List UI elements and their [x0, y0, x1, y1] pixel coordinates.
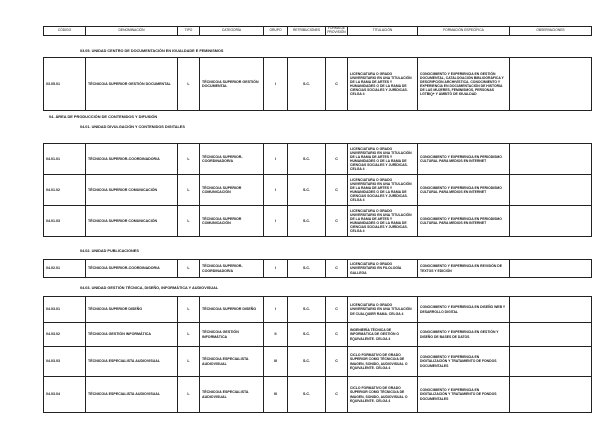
cell-codigo: 04.03.02: [44, 323, 86, 347]
table-04-02: [43, 259, 592, 278]
cell-formacion: CONOCIMIENTO Y EXPERIENCIA EN GESTIÓN Y DISEÑO DE BASES DE DATOS: [418, 323, 510, 347]
cell-categoria: TÉCNICO/A SUPERIOR-COORDINADOR/A: [200, 260, 264, 278]
cell-grupo: III: [264, 347, 288, 377]
cell-retribuciones: S.C.: [288, 58, 326, 111]
cell-denominacion: TÉCNICO/A GESTIÓN INFORMÁTICA: [86, 323, 178, 347]
cell-tipo: L: [178, 175, 200, 206]
cell-forma-provision: C: [326, 377, 348, 413]
cell-forma-provision: C: [326, 206, 348, 237]
cell-formacion: CONOCIMIENTO Y EXPERIENCIA EN DIGITALIZACIÓN Y TRATAMIENTO DE FONDOS DOCUMENTALES: [418, 347, 510, 377]
col-header-forma-provision: FORMA DE PROVISIÓN: [327, 26, 346, 34]
cell-categoria: TÉCNICO/A SUPERIOR GESTIÓN DOCUMENTAL: [200, 58, 264, 111]
cell-denominacion: TÉCNICO/A ESPECIALISTA AUDIOVISUAL: [86, 377, 178, 413]
cell-retribuciones: S.C.: [288, 323, 326, 347]
header-table: [43, 26, 592, 36]
col-header-categoria: CATEGORÍA: [200, 27, 264, 36]
section-title-04-03: 04.03. UNIDAD GESTIÓN TÉCNICA, DISEÑO, INFORMÁTICA Y AUDIOVISUAL: [80, 286, 219, 290]
col-header-codigo: CÓDIGO: [44, 27, 86, 36]
cell-codigo: 03.05.01: [44, 58, 86, 111]
cell-formacion: CONOCIMIENTO Y EXPERIENCIA EN DIGITALIZACIÓN Y TRATAMIENTO DE FONDOS DOCUMENTALES: [418, 377, 510, 413]
cell-retribuciones: S.C.: [288, 175, 326, 206]
cell-titulacion: LICENCIATURA O GRADO UNIVERSITARIO EN UNA TITULACIÓN DE CUALQUIER RAMA. CELGA 4: [348, 297, 418, 323]
cell-formacion: CONOCIMIENTO Y EXPERIENCIA EN PERIODISMO CULTURAL PARA MEDIOS EN INTERNET: [418, 144, 510, 175]
cell-titulacion: LICENCIATURA O GRADO UNIVERSITARIO EN FILOLOGÍA GALLEGA: [348, 260, 418, 278]
cell-grupo: I: [264, 297, 288, 323]
cell-observaciones: [510, 323, 592, 347]
cell-forma-provision: C: [326, 347, 348, 377]
section-title-04-02: 04.02. UNIDAD PUBLICACIONES: [80, 249, 139, 253]
cell-codigo: 04.01.03: [44, 206, 86, 237]
cell-categoria: TÉCNICO/A ESPECIALISTA AUDIOVISUAL: [200, 377, 264, 413]
cell-retribuciones: S.C.: [288, 206, 326, 237]
table-row: [44, 144, 592, 175]
cell-formacion: CONOCIMIENTO Y EXPERIENCIA EN GESTIÓN DOCUMENTAL, CATALOGACIÓN BIBLIOGRÁFICA Y DESCRIPCIÓN ARCHIVÍSTICA. CONOCIMIENTO Y EXPERIENCIA EN DOCUMENTACIÓN DE HISTORIA DE LAS MUJERES, FEMINISMOS, PERSONAS LGTBIQ+ Y ÁMBITO DE IGUALDAD: [418, 58, 510, 111]
cell-grupo: II: [264, 323, 288, 347]
table-row: [44, 175, 592, 206]
header-row: [44, 27, 592, 36]
cell-forma-provision: C: [326, 297, 348, 323]
cell-retribuciones: S.C.: [288, 377, 326, 413]
cell-tipo: L: [178, 297, 200, 323]
col-header-tipo: TIPO: [178, 27, 200, 36]
col-header-observaciones: OBSERVACIONES: [510, 27, 592, 36]
cell-categoria: TÉCNICO/A SUPERIOR COMUNICACIÓN: [200, 175, 264, 206]
table-row: [44, 58, 592, 111]
cell-denominacion: TÉCNICO/A SUPERIOR GESTIÓN DOCUMENTAL: [86, 58, 178, 111]
cell-formacion: CONOCIMIENTO Y EXPERIENCIA EN REVISIÓN DE TEXTOS Y EDICIÓN: [418, 260, 510, 278]
cell-titulacion: LICENCIATURA O GRADO UNIVERSITARIO EN UNA TITULACIÓN DE LA RAMA DE ARTES Y HUMANIDADES O DE LA RAMA DE CIENCIAS SOCIALES Y JURÍDICAS. CELGA 4: [348, 175, 418, 206]
cell-retribuciones: S.C.: [288, 297, 326, 323]
table-row: [44, 377, 592, 413]
col-header-formacion: FORMACIÓN ESPECÍFICA: [418, 27, 510, 36]
cell-observaciones: [510, 347, 592, 377]
cell-observaciones: [510, 377, 592, 413]
cell-codigo: 04.03.01: [44, 297, 86, 323]
cell-titulacion: CICLO FORMATIVO DE GRADO SUPERIOR COMO TÉCNICO/A DE IMAGEN, SONIDO, AUDIOVISUAL O EQUIVALENTE. CELGA 4: [348, 347, 418, 377]
cell-formacion: CONOCIMIENTO Y EXPERIENCIA EN PERIODISMO CULTURAL PARA MEDIOS EN INTERNET: [418, 175, 510, 206]
cell-tipo: L: [178, 206, 200, 237]
cell-forma-provision: C: [326, 260, 348, 278]
cell-categoria: TÉCNICO/A SUPERIOR DISEÑO: [200, 297, 264, 323]
cell-formacion: CONOCIMIENTO Y EXPERIENCIA EN DISEÑO WEB Y DESARROLLO DIGITAL: [418, 297, 510, 323]
cell-grupo: I: [264, 175, 288, 206]
cell-denominacion: TÉCNICO/A SUPERIOR-COORDINADOR/A: [86, 260, 178, 278]
cell-codigo: 04.01.02: [44, 175, 86, 206]
table-row: [44, 297, 592, 323]
cell-denominacion: TÉCNICO/A SUPERIOR COMUNICACIÓN: [86, 175, 178, 206]
cell-observaciones: [510, 260, 592, 278]
cell-retribuciones: S.C.: [288, 260, 326, 278]
cell-tipo: L: [178, 260, 200, 278]
table-04-01: [43, 143, 592, 237]
cell-observaciones: [510, 144, 592, 175]
cell-grupo: I: [264, 260, 288, 278]
cell-grupo: I: [264, 206, 288, 237]
cell-retribuciones: S.C.: [288, 347, 326, 377]
cell-denominacion: TÉCNICO/A SUPERIOR COMUNICACIÓN: [86, 206, 178, 237]
cell-categoria: TÉCNICO/A ESPECIALISTA AUDIOVISUAL: [200, 347, 264, 377]
cell-tipo: L: [178, 144, 200, 175]
area-title-04: 04. ÁREA DE PRODUCCIÓN DE CONTENIDOS Y DIFUSIÓN: [49, 114, 158, 119]
section-title-04-01: 04.01. UNIDAD DIVULGACIÓN Y CONTENIDOS DIGITALES: [80, 125, 185, 129]
col-header-titulacion: TITULACIÓN: [348, 27, 418, 36]
cell-retribuciones: S.C.: [288, 144, 326, 175]
cell-categoria: TÉCNICO/A SUPERIOR COMUNICACIÓN: [200, 206, 264, 237]
cell-observaciones: [510, 175, 592, 206]
cell-grupo: I: [264, 58, 288, 111]
cell-codigo: 04.03.03: [44, 347, 86, 377]
cell-observaciones: [510, 206, 592, 237]
cell-grupo: I: [264, 144, 288, 175]
cell-codigo: 04.01.01: [44, 144, 86, 175]
col-header-retribuciones: RETRIBUCIONES: [288, 27, 326, 36]
col-header-grupo: GRUPO: [264, 27, 288, 36]
cell-denominacion: TÉCNICO/A SUPERIOR-COORDINADOR/A: [86, 144, 178, 175]
cell-forma-provision: C: [326, 58, 348, 111]
cell-observaciones: [510, 297, 592, 323]
cell-codigo: 04.02.01: [44, 260, 86, 278]
cell-denominacion: TÉCNICO/A SUPERIOR DISEÑO: [86, 297, 178, 323]
cell-denominacion: TÉCNICO/A ESPECIALISTA AUDIOVISUAL: [86, 347, 178, 377]
cell-forma-provision: C: [326, 144, 348, 175]
section-title-03-05: 03.05. UNIDAD CENTRO DE DOCUMENTACIÓN EN IGUALDADE E FEMINISMOS: [80, 49, 224, 53]
cell-forma-provision: C: [326, 323, 348, 347]
cell-tipo: L: [178, 58, 200, 111]
cell-categoria: TÉCNICO/A SUPERIOR-COORDINADOR/A: [200, 144, 264, 175]
table-row: [44, 206, 592, 237]
cell-tipo: L: [178, 377, 200, 413]
cell-formacion: CONOCIMIENTO Y EXPERIENCIA EN PERIODISMO CULTURAL PARA MEDIOS EN INTERNET: [418, 206, 510, 237]
cell-codigo: 04.03.04: [44, 377, 86, 413]
cell-tipo: L: [178, 347, 200, 377]
cell-observaciones: [510, 58, 592, 111]
cell-titulacion: CICLO FORMATIVO DE GRADO SUPERIOR COMO TÉCNICO/A DE IMAGEN, SONIDO, AUDIOVISUAL O EQUIVALENTE. CELGA 4: [348, 377, 418, 413]
table-row: [44, 347, 592, 377]
cell-titulacion: LICENCIATURA O GRADO UNIVERSITARIO EN UNA TITULACIÓN DE LA RAMA DE ARTES Y HUMANIDADES O DE LA RAMA DE CIENCIAS SOCIALES Y JURÍDICAS. CELGA 4: [348, 206, 418, 237]
col-header-denominacion: DENOMINACIÓN: [86, 27, 178, 36]
cell-titulacion: LICENCIATURA O GRADO UNIVERSITARIO EN UNA TITULACIÓN DE LA RAMA DE ARTES Y HUMANIDADES O DE LA RAMA DE CIENCIAS SOCIALES Y JURÍDICAS. CELGA 4: [348, 58, 418, 111]
table-row: [44, 260, 592, 278]
cell-tipo: L: [178, 323, 200, 347]
cell-titulacion: LICENCIATURA O GRADO UNIVERSITARIO EN UNA TITULACIÓN DE LA RAMA DE ARTES Y HUMANIDADES O DE LA RAMA DE CIENCIAS SOCIALES Y JURÍDICAS. CELGA 4: [348, 144, 418, 175]
table-03-05: [43, 57, 592, 111]
cell-forma-provision: C: [326, 175, 348, 206]
cell-grupo: III: [264, 377, 288, 413]
cell-titulacion: INGENIERÍA TÉCNICA DE INFORMÁTICA DE GESTIÓN O EQUIVALENTE. CELGA 4: [348, 323, 418, 347]
table-row: [44, 323, 592, 347]
cell-categoria: TÉCNICO/A GESTIÓN INFORMÁTICA: [200, 323, 264, 347]
table-04-03: [43, 296, 592, 413]
